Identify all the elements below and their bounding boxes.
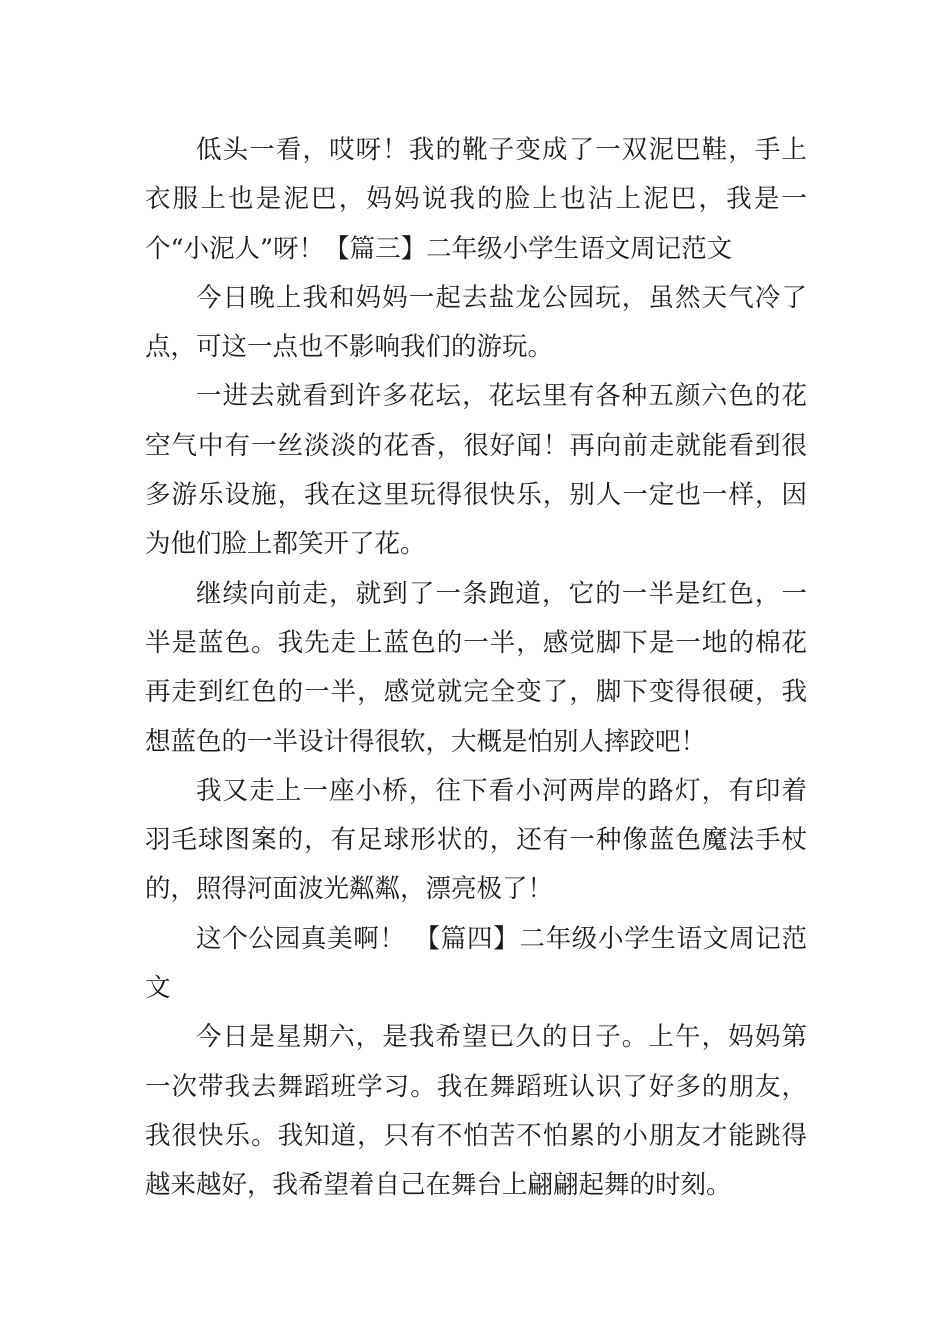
paragraph-3: 一进去就看到许多花坛，花坛里有各种五颜六色的花空气中有一丝淡淡的花香，很好闻！再向前走就能看到很多游乐设施，我在这里玩得很快乐，别人一定也一样，因为他们脸上都笑开了花。 <box>145 381 807 560</box>
paragraph-2: 今日晚上我和妈妈一起去盐龙公园玩，虽然天气冷了点，可这一点也不影响我们的游玩。 <box>145 282 807 363</box>
paragraph-7: 今日是星期六，是我希望已久的日子。上午，妈妈第一次带我去舞蹈班学习。我在舞蹈班认识了好多的朋友，我很快乐。我知道，只有不怕苦不怕累的小朋友才能跳得越来越好，我希望着自己在舞台上翩翩起舞的时刻。 <box>145 1022 807 1201</box>
document-page <box>145 126 807 1211</box>
paragraph-1: 低头一看，哎呀！我的靴子变成了一双泥巴鞋，手上衣服上也是泥巴，妈妈说我的脸上也沾上泥巴，我是一个“小泥人”呀！【篇三】二年级小学生语文周记范文 <box>145 135 807 264</box>
paragraph-5: 我又走上一座小桥，往下看小河两岸的路灯，有印着羽毛球图案的，有足球形状的，还有一种像蓝色魔法手杖的，照得河面波光粼粼，漂亮极了！ <box>145 775 807 905</box>
paragraph-6: 这个公园真美啊！ 【篇四】二年级小学生语文周记范文 <box>145 923 807 1004</box>
paragraph-4: 继续向前走，就到了一条跑道，它的一半是红色，一半是蓝色。我先走上蓝色的一半，感觉脚下是一地的棉花再走到红色的一半，感觉就完全变了，脚下变得很硬，我想蓝色的一半设计得很软，大概是怕别人摔跤吧！ <box>145 578 807 757</box>
